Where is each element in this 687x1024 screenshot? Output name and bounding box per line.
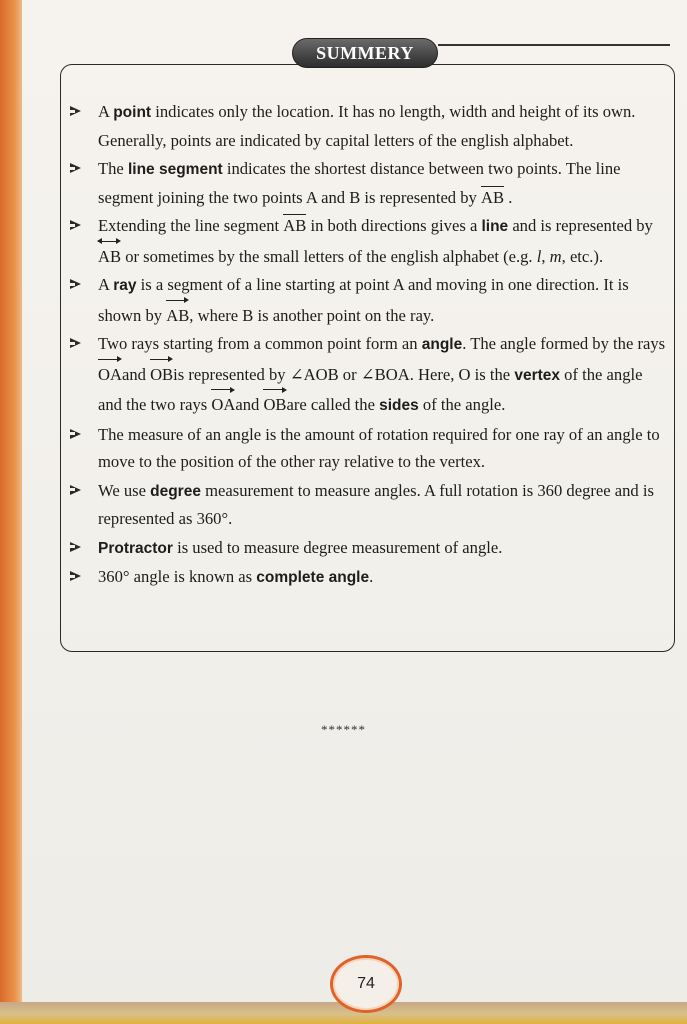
summary-title: SUMMERY xyxy=(292,38,438,68)
list-item: Protractor is used to measure degree measurement of angle. xyxy=(68,534,670,563)
list-item: 360° angle is known as complete angle. xyxy=(68,563,670,592)
title-rule xyxy=(438,44,670,46)
arrow-bullet-icon xyxy=(70,279,81,289)
list-item: We use degree measurement to measure angles. A full rotation is 360 degree and is represented as 360°. xyxy=(68,477,670,533)
arrow-bullet-icon xyxy=(70,429,81,439)
ray-notation: OB xyxy=(150,359,173,389)
list-item: The line segment indicates the shortest distance between two points. The line segment joining the two points A and B is represented by AB . xyxy=(68,155,670,211)
list-item: Two rays starting from a common point form an angle. The angle formed by the rays OAand OBis represented by ∠AOB or ∠BOA. Here, O is the vertex of the angle and the two rays OAand OBare called the sides of the angle. xyxy=(68,330,670,420)
arrow-bullet-icon xyxy=(70,163,81,173)
ray-notation: AB xyxy=(166,300,189,330)
list-item: The measure of an angle is the amount of rotation required for one ray of an angle to move to the position of the other ray relative to the vertex. xyxy=(68,421,670,476)
arrow-bullet-icon xyxy=(70,571,81,581)
list-item: Extending the line segment AB in both directions gives a line and is represented by AB or sometimes by the small letters of the english alphabet (e.g. l, m, etc.). xyxy=(68,212,670,270)
arrow-bullet-icon xyxy=(70,485,81,495)
ray-notation: OA xyxy=(98,359,122,389)
ray-notation: OA xyxy=(211,389,235,419)
arrow-bullet-icon xyxy=(70,106,81,116)
arrow-bullet-icon xyxy=(70,542,81,552)
arrow-bullet-icon xyxy=(70,220,81,230)
list-item: A point indicates only the location. It has no length, width and height of its own. Generally, points are indicated by capital letters of the english alphabet. xyxy=(68,98,670,154)
segment-notation: AB xyxy=(283,216,307,235)
arrow-bullet-icon xyxy=(70,338,81,348)
list-item: A ray is a segment of a line starting at point A and moving in one direction. It is shown by AB, where B is another point on the ray. xyxy=(68,271,670,329)
end-stars: ****** xyxy=(321,722,366,737)
segment-notation: AB xyxy=(481,187,505,207)
summary-list xyxy=(68,98,670,593)
page-number: 74 xyxy=(330,955,402,1013)
ray-notation: OB xyxy=(263,389,286,419)
line-notation: AB xyxy=(98,241,121,271)
